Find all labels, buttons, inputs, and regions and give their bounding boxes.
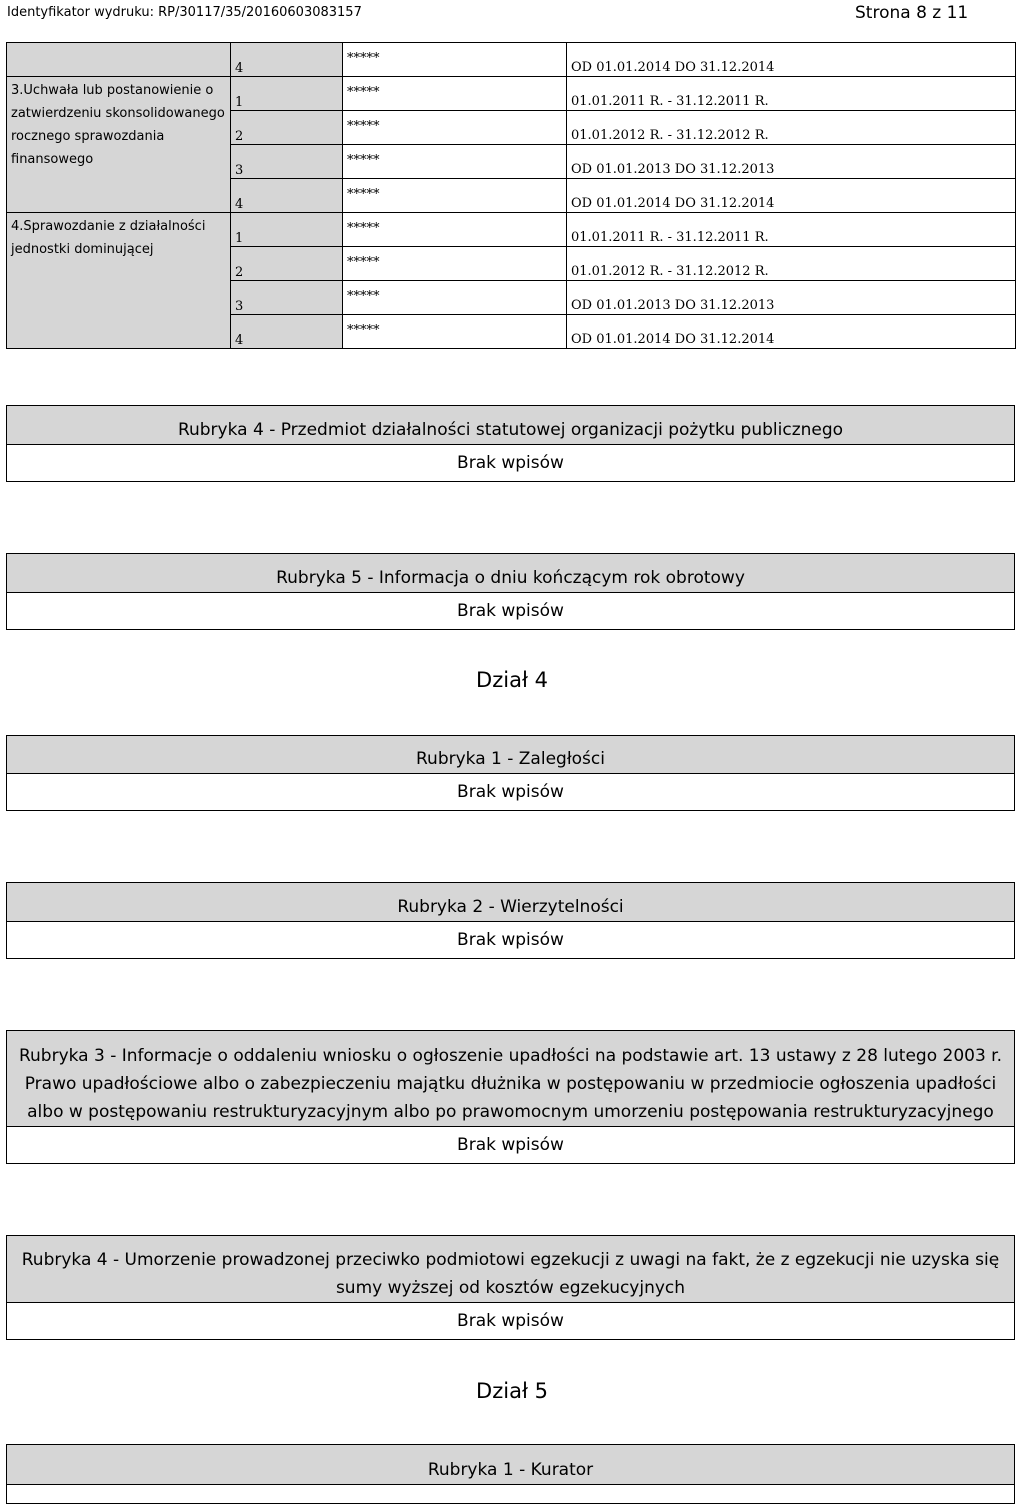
masked-value: ***** — [343, 247, 567, 281]
section-rubryka-1-arrears — [6, 735, 1015, 811]
section-body: Brak wpisów — [457, 1135, 564, 1155]
section-title: Rubryka 4 - Umorzenie prowadzonej przeciwko podmiotowi egzekucji z uwagi na fakt, że z egzekucji nie uzyska się sumy wyższej od kosztów egzekucyjnych — [7, 1236, 1014, 1303]
group-label: 3.Uchwała lub postanowienie o zatwierdzeniu skonsolidowanego rocznego sprawozdania finansowego — [7, 77, 231, 213]
division-title: Dział 5 — [476, 1379, 548, 1403]
section-title: Rubryka 1 - Zaległości — [7, 736, 1014, 774]
row-number: 2 — [231, 111, 343, 145]
period-value: 01.01.2012 R. - 31.12.2012 R. — [567, 111, 1016, 145]
masked-value: ***** — [343, 145, 567, 179]
masked-value: ***** — [343, 111, 567, 145]
section-rubryka-3-bankruptcy — [6, 1030, 1015, 1164]
group-label: 4.Sprawozdanie z działalności jednostki dominującej — [7, 213, 231, 349]
period-value: OD 01.01.2014 DO 31.12.2014 — [567, 43, 1016, 77]
section-rubryka-2-receivables — [6, 882, 1015, 959]
row-number: 3 — [231, 145, 343, 179]
print-identifier: Identyfikator wydruku: RP/30117/35/20160603083157 — [7, 5, 362, 20]
row-number: 2 — [231, 247, 343, 281]
period-value: 01.01.2011 R. - 31.12.2011 R. — [567, 213, 1016, 247]
table-row — [7, 43, 1016, 77]
section-title: Rubryka 4 - Przedmiot działalności statutowej organizacji pożytku publicznego — [7, 406, 1014, 445]
table-row — [7, 77, 1016, 111]
masked-value: ***** — [343, 43, 567, 77]
section-rubryka-1-curator — [6, 1444, 1015, 1504]
row-number: 1 — [231, 213, 343, 247]
group-label-continued — [7, 43, 231, 77]
row-number: 1 — [231, 77, 343, 111]
period-value: 01.01.2011 R. - 31.12.2011 R. — [567, 77, 1016, 111]
table-row — [7, 213, 1016, 247]
section-title: Rubryka 5 - Informacja o dniu kończącym rok obrotowy — [7, 554, 1014, 593]
section-rubryka-4-enforcement-discontinued — [6, 1235, 1015, 1340]
period-value: OD 01.01.2013 DO 31.12.2013 — [567, 281, 1016, 315]
entries-table — [6, 42, 1016, 349]
masked-value: ***** — [343, 315, 567, 349]
masked-value: ***** — [343, 77, 567, 111]
section-rubryka-5-fiscal-year-end — [6, 553, 1015, 630]
section-rubryka-4-statutory-activity — [6, 405, 1015, 482]
section-title: Rubryka 3 - Informacje o oddaleniu wniosku o ogłoszenie upadłości na podstawie art. 13 ustawy z 28 lutego 2003 r. Prawo upadłościowe albo o zabezpieczeniu majątku dłużnika w postępowaniu w przedmiocie ogłoszenia upadłości albo w postępowaniu restrukturyzacyjnym albo po prawomocnym umorzeniu postępowania restrukturyzacyjnego — [7, 1031, 1014, 1127]
masked-value: ***** — [343, 281, 567, 315]
division-title: Dział 4 — [476, 668, 548, 692]
section-body: Brak wpisów — [457, 601, 564, 621]
section-body: Brak wpisów — [457, 1311, 564, 1331]
row-number: 4 — [231, 315, 343, 349]
section-body: Brak wpisów — [457, 453, 564, 473]
section-body: Brak wpisów — [457, 782, 564, 802]
page-number: Strona 8 z 11 — [855, 3, 969, 23]
page-header — [0, 0, 1024, 30]
row-number: 4 — [231, 43, 343, 77]
masked-value: ***** — [343, 213, 567, 247]
period-value: OD 01.01.2014 DO 31.12.2014 — [567, 315, 1016, 349]
row-number: 3 — [231, 281, 343, 315]
period-value: OD 01.01.2013 DO 31.12.2013 — [567, 145, 1016, 179]
period-value: OD 01.01.2014 DO 31.12.2014 — [567, 179, 1016, 213]
section-body: Brak wpisów — [457, 930, 564, 950]
masked-value: ***** — [343, 179, 567, 213]
period-value: 01.01.2012 R. - 31.12.2012 R. — [567, 247, 1016, 281]
row-number: 4 — [231, 179, 343, 213]
section-title: Rubryka 1 - Kurator — [7, 1445, 1014, 1485]
section-title: Rubryka 2 - Wierzytelności — [7, 883, 1014, 922]
